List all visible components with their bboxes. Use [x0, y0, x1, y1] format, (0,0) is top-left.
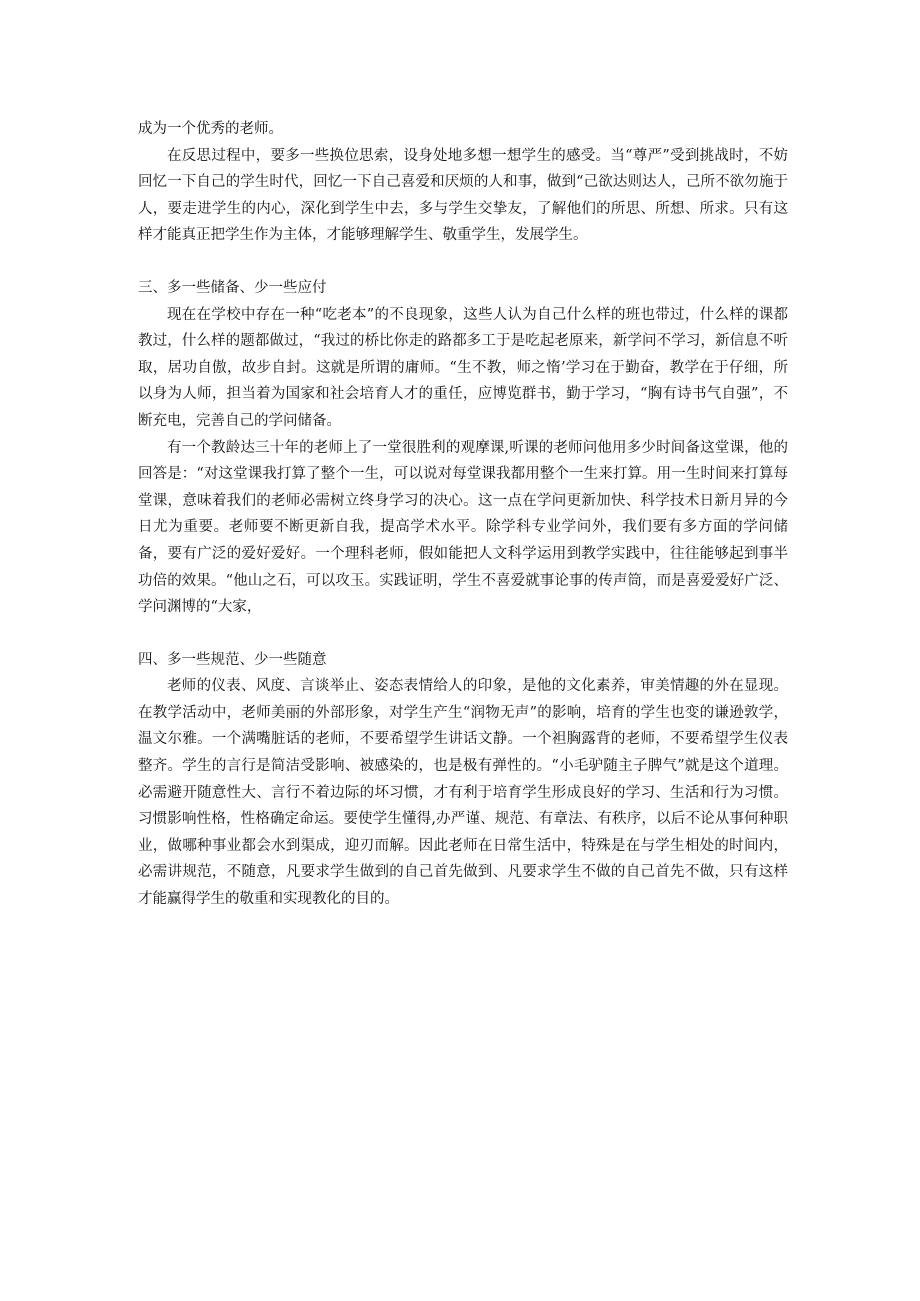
paragraph-reflection: 在反思过程中，要多一些换位思索，设身处地多想一想学生的感受。当“尊严”受到挑战时，不妨回忆一下自己的学生时代，回忆一下自己喜爱和厌烦的人和事，做到“己欲达则达人，己所不欲勿施于人，要走进学生的内心，深化到学生中去，多与学生交挚友，了解他们的所思、所想、所求。只有这样才能真正把学生作为主体，才能够理解学生、敬重学生，发展学生。: [138, 147, 788, 244]
paragraph-lifelong-learning: 有一个教龄达三十年的老师上了一堂很胜利的观摩课,听课的老师问他用多少时间备这堂课，他的回答是：“对这堂课我打算了整个一生，可以说对每堂课我都用整个一生来打算。用一生时间来打算每堂课，意味着我们的老师必需树立终身学习的决心。这一点在学问更新加快、科学技术日新月异的今日尤为重要。老师要不断更新自我，提高学术水平。除学科专业学问外，我们要有多方面的学问储备，要有广泛的爱好爱好。一个理科老师，假如能把人文科学运用到教学实践中，往往能够起到事半功倍的效果。“他山之石，可以攻玉。实践证明，学生不喜爱就事论事的传声筒，而是喜爱爱好广泛、学问渊博的“大家，: [138, 439, 788, 616]
section-heading-4: 四、多一些规范、少一些随意: [138, 651, 327, 668]
document-body: [138, 116, 788, 913]
paragraph-standards: 老师的仪表、风度、言谈举止、姿态表情给人的印象，是他的文化素养，审美情趣的外在显现。在教学活动中，老师美丽的外部形象，对学生产生“润物无声”的影响，培育的学生也变的谦逊敦学，温文尔雅。一个满嘴脏话的老师，不要希望学生讲话文静。一个袒胸露背的老师，不要希望学生仪表整齐。学生的言行是简洁受影响、被感染的，也是极有弹性的。“小毛驴随主子脾气”就是这个道理。必需避开随意性大、言行不着边际的坏习惯，才有利于培育学生形成良好的学习、生活和行为习惯。习惯影响性格，性格确定命运。要使学生懂得,办严谨、规范、有章法、有秩序，以后不论从事何种职业，做哪种事业都会水到渠成，迎刃而解。因此老师在日常生活中，特殊是在与学生相处的时间内，必需讲规范，不随意，凡要求学生做到的自己首先做到、凡要求学生不做的自己首先不做，只有这样才能赢得学生的敬重和实现教化的目的。: [138, 678, 788, 908]
paragraph-old-habits: 现在在学校中存在一种“吃老本”的不良现象，这些人认为自己什么样的班也带过，什么样的课都教过，什么样的题都做过，“我过的桥比你走的路都多工于是吃起老原来，新学问不学习，新信息不听取，居功自傲，故步自封。这就是所谓的庸师。“生不教，师之惰’学习在于勤奋，教学在于仔细，所以身为人师，担当着为国家和社会培育人才的重任，应博览群书，勤于学习，“胸有诗书气自强”，不断充电，完善自己的学问储备。: [138, 306, 788, 429]
section-heading-3: 三、多一些储备、少一些应付: [138, 279, 327, 296]
paragraph-continuation: 成为一个优秀的老师。: [138, 121, 283, 137]
